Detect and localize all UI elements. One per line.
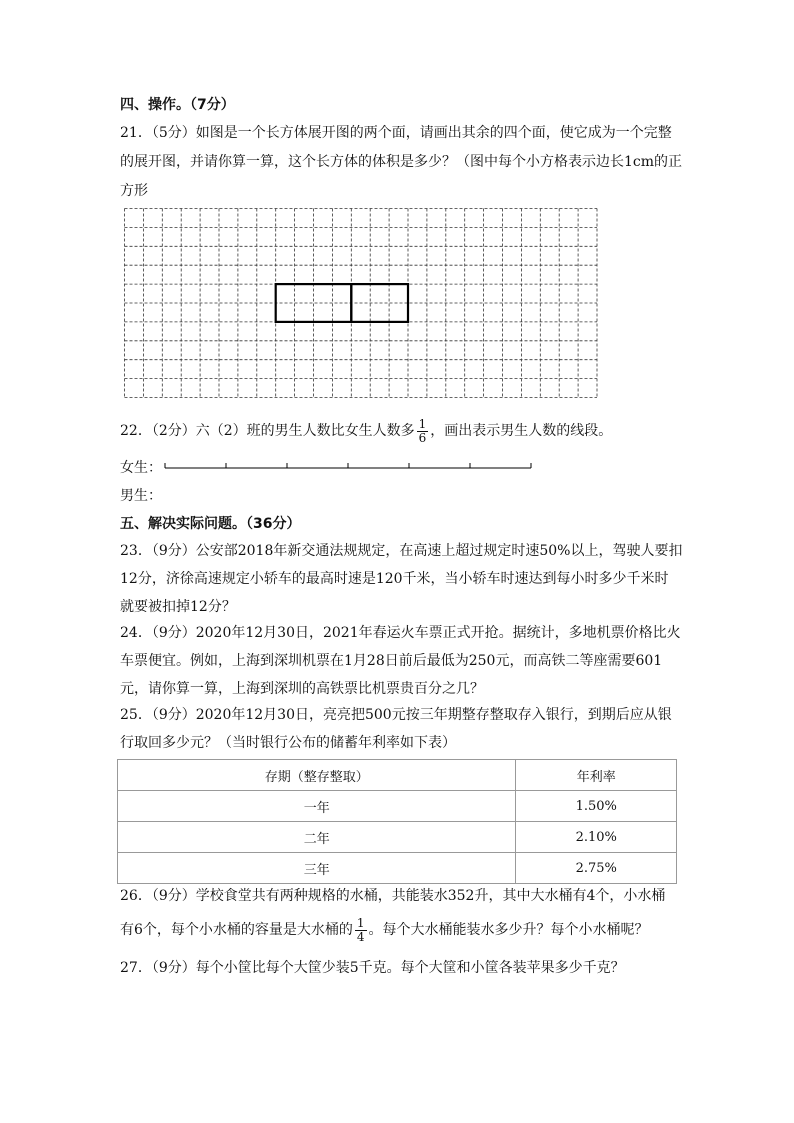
table-cell-term: 二年 (118, 822, 516, 853)
q23-line-1: 23．（9分）公安部2018年新交通法规规定，在高速上超过规定时速50%以上，驾驶人要扣 (120, 543, 683, 559)
q22-prefix: 22．（2分）六（2）班的男生人数比女生人数多 (120, 423, 415, 439)
q22-question (120, 414, 680, 448)
table-cell-rate: 2.75% (516, 853, 677, 884)
table-header-cell: 存期（整存整取） (118, 760, 516, 791)
table-header-row (118, 760, 677, 791)
q25-line-2: 行取回多少元？（当时银行公布的储蓄年利率如下表） (120, 735, 456, 751)
q26-fraction-numerator: 1 (356, 915, 365, 930)
q26-fraction-denominator: 4 (356, 929, 365, 944)
section-5-heading: 五、解决实际问题。（36分） (120, 516, 301, 532)
q21-line-2: 的展开图，并请你算一算，这个长方体的体积是多少？（图中每个小方格表示边长1cm的正 (120, 154, 683, 170)
dashed-grid (124, 208, 598, 398)
q22-fraction-denominator: 6 (418, 430, 427, 445)
table-row (118, 791, 677, 822)
table-row (118, 822, 677, 853)
q24-line-2: 车票便宜。例如，上海到深圳机票在1月28日前后最低为250元，而高铁二等座需要601 (120, 653, 663, 669)
table-header-cell: 年利率 (516, 760, 677, 791)
section-4-heading: 四、操作。（7分） (120, 97, 235, 113)
table-cell-term: 一年 (118, 791, 516, 822)
q24-line-1: 24．（9分）2020年12月30日，2021年春运火车票正式开抢。据统计，多地机票价格比火 (120, 625, 681, 641)
girls-label: 女生： (120, 460, 162, 476)
q22-fraction (417, 418, 429, 445)
table-row (118, 853, 677, 884)
table-cell-rate: 1.50% (516, 791, 677, 822)
q27-line-1: 27．（9分）每个小筐比每个大筐少装5千克。每个大筐和小筐各装苹果多少千克？ (120, 960, 625, 976)
q26-line-2-suffix: 。每个大水桶能装水多少升？每个小水桶呢？ (368, 922, 649, 938)
q26-line-2-prefix: 有6个，每个小水桶的容量是大水桶的 (120, 922, 353, 938)
interest-rate-table (117, 759, 677, 884)
q26-fraction (355, 917, 367, 944)
q21-line-3: 方形 (120, 183, 148, 199)
q22-suffix: ，画出表示男生人数的线段。 (430, 423, 613, 439)
girls-segment (163, 460, 538, 476)
q25-line-1: 25．（9分）2020年12月30日，亮亮把500元按三年期整存整取存入银行，到期后应从银 (120, 707, 672, 723)
q26-line-2 (120, 913, 680, 947)
q21-line-1: 21．（5分）如图是一个长方体展开图的两个面，请画出其余的四个面，使它成为一个完整 (120, 125, 672, 141)
q26-line-1: 26．（9分）学校食堂共有两种规格的水桶，共能装水352升，其中大水桶有4个，小水桶 (120, 888, 666, 904)
q23-line-2: 12分，济徐高速规定小轿车的最高时速是120千米，当小轿车时速达到每小时多少千米时 (120, 571, 669, 587)
grid-figure (124, 208, 598, 398)
q23-line-3: 就要被扣掉12分？ (120, 599, 236, 615)
table-cell-rate: 2.10% (516, 822, 677, 853)
q24-line-3: 元，请你算一算，上海到深圳的高铁票比机票贵百分之几？ (120, 681, 484, 697)
boys-label: 男生： (120, 488, 162, 504)
q22-fraction-numerator: 1 (418, 416, 427, 431)
table-cell-term: 三年 (118, 853, 516, 884)
